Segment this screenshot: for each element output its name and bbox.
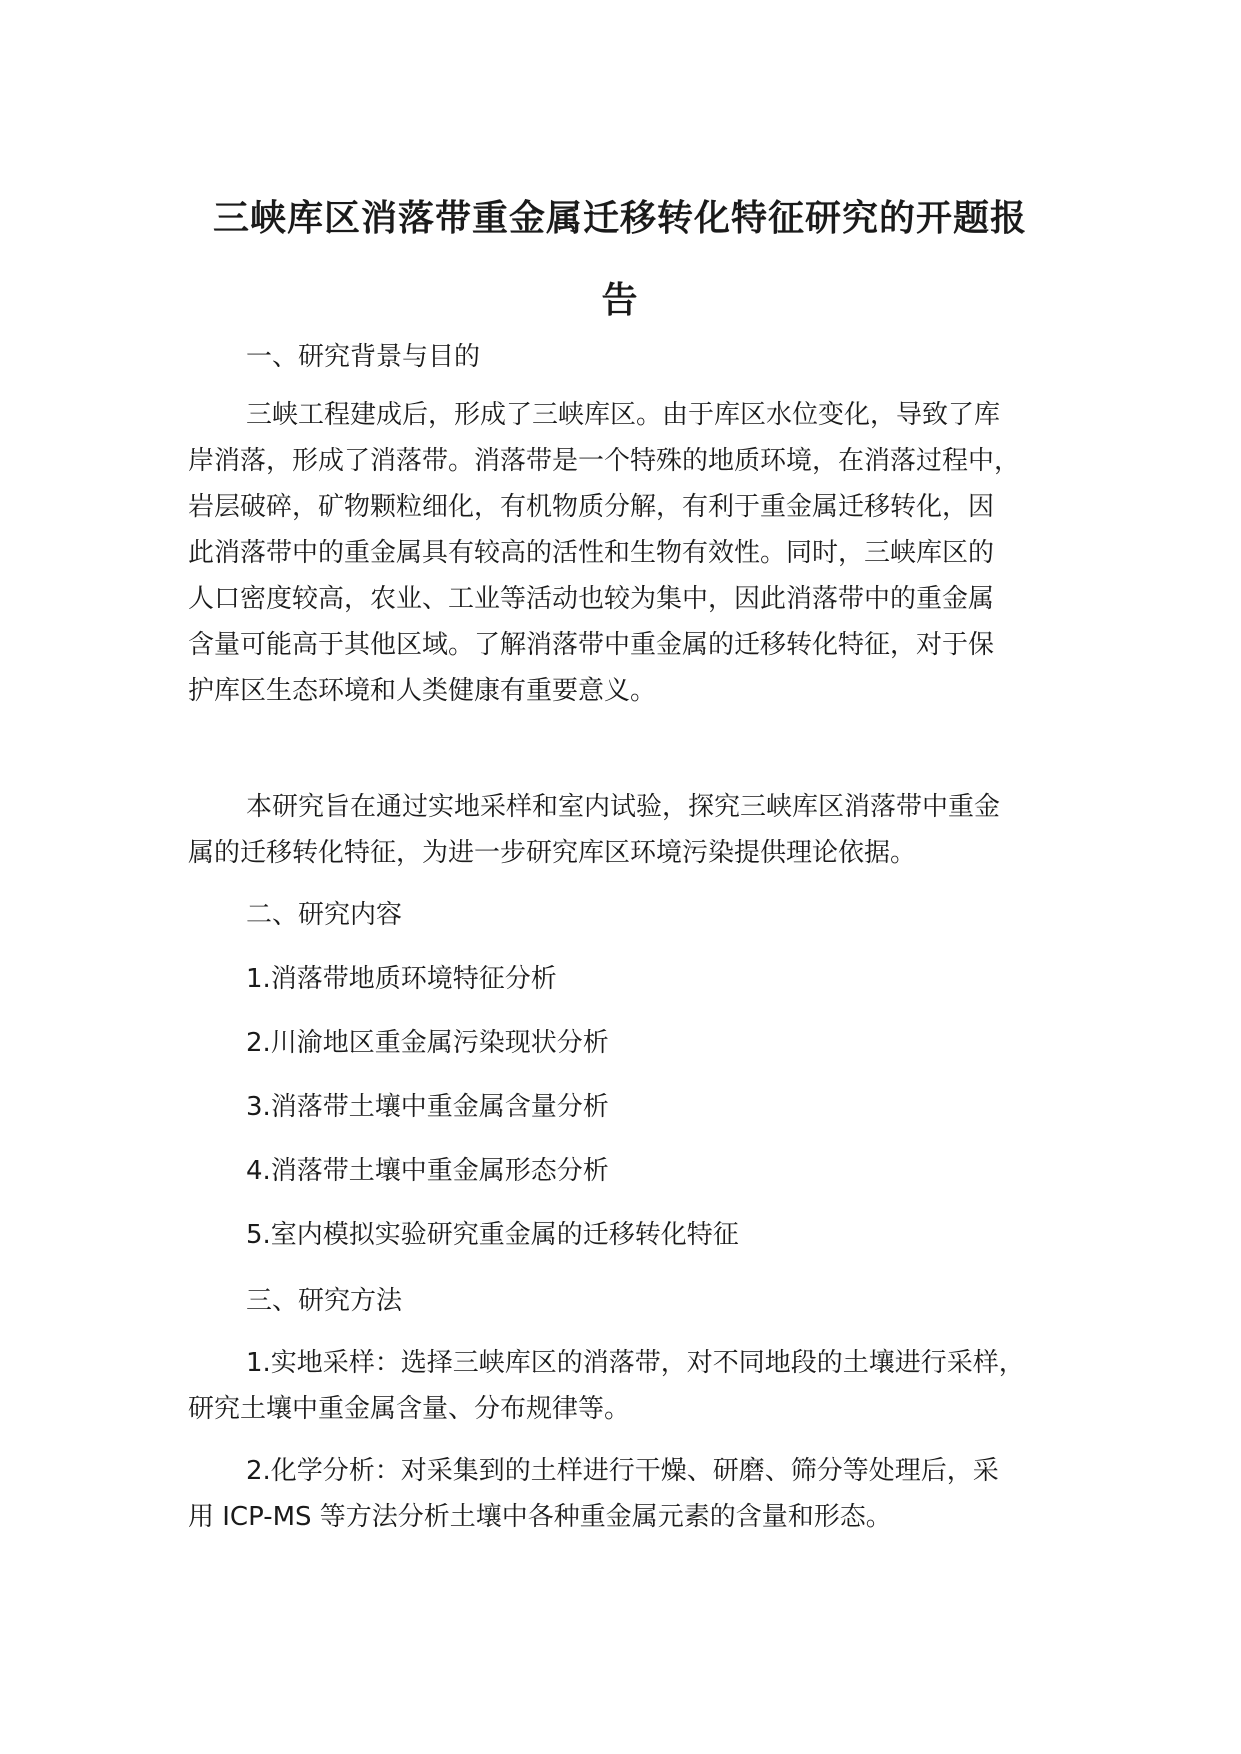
paragraph-background: [188, 392, 1076, 714]
paragraph-line: 含量可能高于其他区域。了解消落带中重金属的迁移转化特征，对于保: [188, 630, 995, 660]
method-field-sampling: [188, 1340, 1076, 1432]
content-item-5: 5.室内模拟实验研究重金属的迁移转化特征: [246, 1220, 739, 1250]
title-line-1: 三峡库区消落带重金属迁移转化特征研究的开题报: [212, 198, 1027, 239]
paragraph-line: 研究土壤中重金属含量、分布规律等。: [188, 1394, 631, 1424]
paragraph-line: 岩层破碎，矿物颗粒细化，有机物质分解，有利于重金属迁移转化，因: [188, 492, 995, 522]
title-line-2: 告: [601, 280, 639, 321]
paragraph-line: 此消落带中的重金属具有较高的活性和生物有效性。同时，三峡库区的: [188, 538, 995, 568]
paragraph-line: 1.实地采样：选择三峡库区的消落带，对不同地段的土壤进行采样，: [246, 1348, 1025, 1378]
paragraph-line: 用 ICP-MS 等方法分析土壤中各种重金属元素的含量和形态。: [188, 1502, 892, 1532]
content-item-2: 2.川渝地区重金属污染现状分析: [246, 1028, 609, 1058]
paragraph-line: 人口密度较高，农业、工业等活动也较为集中，因此消落带中的重金属: [188, 584, 995, 614]
content-item-4: 4.消落带土壤中重金属形态分析: [246, 1156, 609, 1186]
paragraph-line: 三峡工程建成后，形成了三峡库区。由于库区水位变化，导致了库: [246, 400, 1001, 430]
method-chemical-analysis: [188, 1448, 1076, 1540]
paragraph-line: 2.化学分析：对采集到的土样进行干燥、研磨、筛分等处理后，采: [246, 1456, 999, 1486]
paragraph-line: 本研究旨在通过实地采样和室内试验，探究三峡库区消落带中重金: [246, 792, 1001, 822]
content-item-1: 1.消落带地质环境特征分析: [246, 964, 557, 994]
paragraph-line: 岸消落，形成了消落带。消落带是一个特殊的地质环境，在消落过程中，: [188, 446, 1021, 476]
document-title: [190, 178, 1050, 342]
paragraph-line: 护库区生态环境和人类健康有重要意义。: [188, 676, 657, 706]
paragraph-line: 属的迁移转化特征，为进一步研究库区环境污染提供理论依据。: [188, 838, 917, 868]
paragraph-objective: [188, 784, 1076, 876]
content-item-3: 3.消落带土壤中重金属含量分析: [246, 1092, 609, 1122]
section-heading-content: 二、研究内容: [246, 900, 403, 930]
section-heading-background: 一、研究背景与目的: [246, 342, 481, 372]
section-heading-methods: 三、研究方法: [246, 1286, 403, 1316]
